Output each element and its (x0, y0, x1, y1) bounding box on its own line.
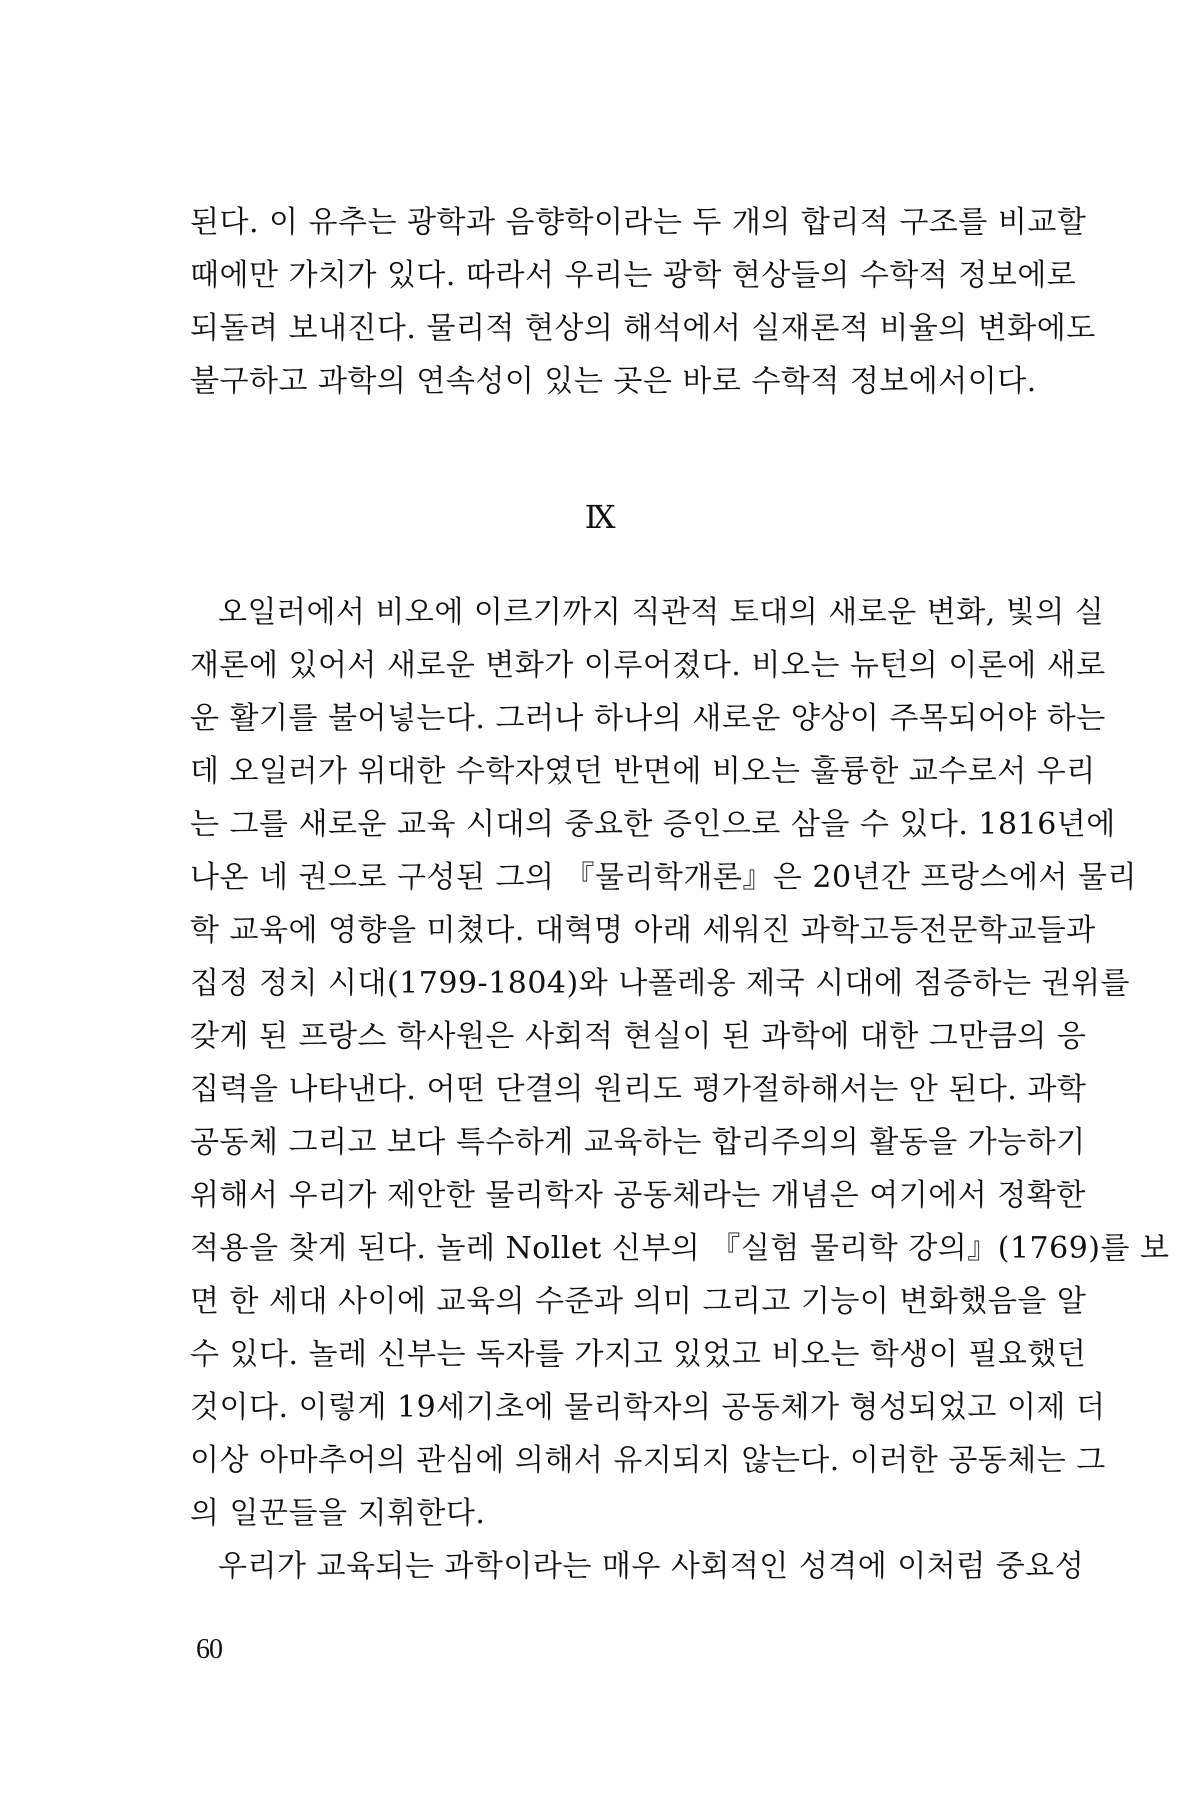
text-line: 되돌려 보내진다. 물리적 현상의 해석에서 실재론적 비율의 변화에도 (190, 311, 1096, 346)
text-line: 는 그를 새로운 교육 시대의 중요한 증인으로 삼을 수 있다. 1816년에 (190, 807, 1116, 842)
text-line: 집력을 나타낸다. 어떤 단결의 원리도 평가절하해서는 안 된다. 과학 (190, 1072, 1087, 1107)
text-line: 면 한 세대 사이에 교육의 수준과 의미 그리고 기능이 변화했음을 알 (190, 1284, 1087, 1319)
text-line: 때에만 가치가 있다. 따라서 우리는 광학 현상들의 수학적 정보에로 (190, 258, 1077, 293)
text-line: 데 오일러가 위대한 수학자였던 반면에 비오는 훌륭한 교수로서 우리 (190, 754, 1096, 789)
text-line: 운 활기를 불어넣는다. 그러나 하나의 새로운 양상이 주목되어야 하는 (190, 701, 1106, 736)
page-number: 60 (196, 1634, 222, 1665)
text-line: 갖게 된 프랑스 학사원은 사회적 현실이 된 과학에 대한 그만큼의 응 (190, 1019, 1087, 1054)
text-line: 불구하고 과학의 연속성이 있는 곳은 바로 수학적 정보에서이다. (190, 364, 1037, 399)
text-line: 우리가 교육되는 과학이라는 매우 사회적인 성격에 이처럼 중요성 (218, 1549, 1085, 1584)
text-line: 이상 아마추어의 관심에 의해서 유지되지 않는다. 이러한 공동체는 그 (190, 1443, 1106, 1478)
text-line: 집정 정치 시대(1799-1804)와 나폴레옹 제국 시대에 점증하는 권위를 (190, 966, 1131, 1001)
text-line: 오일러에서 비오에 이르기까지 직관적 토대의 새로운 변화, 빛의 실 (218, 595, 1105, 630)
top-paragraph (190, 196, 1096, 408)
text-line: 의 일꾼들을 지휘한다. (190, 1496, 486, 1531)
text-line: 된다. 이 유추는 광학과 음향학이라는 두 개의 합리적 구조를 비교할 (190, 205, 1087, 240)
text-line: 위해서 우리가 제안한 물리학자 공동체라는 개념은 여기에서 정확한 (190, 1178, 1086, 1213)
text-line: 학 교육에 영향을 미쳤다. 대혁명 아래 세워진 과학고등전문학교들과 (190, 913, 1096, 948)
text-line: 재론에 있어서 새로운 변화가 이루어졌다. 비오는 뉴턴의 이론에 새로 (190, 648, 1106, 683)
body-text (190, 586, 1170, 1593)
section-heading: Ⅸ (584, 498, 616, 536)
text-line: 공동체 그리고 보다 특수하게 교육하는 합리주의의 활동을 가능하기 (190, 1125, 1086, 1160)
text-line: 적용을 찾게 된다. 놀레 Nollet 신부의 『실험 물리학 강의』(1769)를 보 (190, 1231, 1170, 1266)
text-line: 나온 네 권으로 구성된 그의 『물리학개론』은 20년간 프랑스에서 물리 (190, 860, 1137, 895)
text-line: 수 있다. 놀레 신부는 독자를 가지고 있었고 비오는 학생이 필요했던 (190, 1337, 1087, 1372)
text-line: 것이다. 이렇게 19세기초에 물리학자의 공동체가 형성되었고 이제 더 (190, 1390, 1106, 1425)
